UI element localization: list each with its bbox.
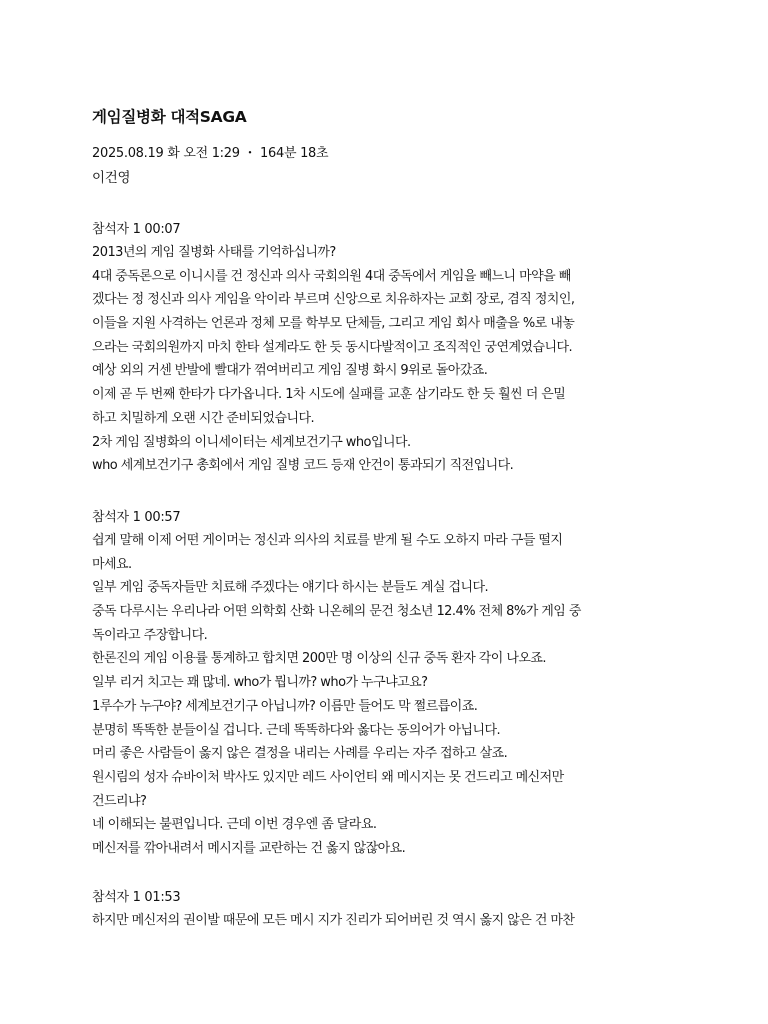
document-title: 게임질병화 대적SAGA [92, 108, 247, 126]
transcript-section-2 [92, 506, 692, 861]
text-line: 중독 다루시는 우리나라 어떤 의학회 산화 니온헤의 문건 청소년 12.4% 전체 8%가 게임 중 [92, 604, 581, 620]
text-line: 하고 치밀하게 오랜 시간 준비되었습니다. [92, 410, 315, 426]
text-line: 독이라고 주장합니다. [92, 627, 208, 643]
text-line: 분명히 똑똑한 분들이실 겁니다. 근데 똑똑하다와 옳다는 동의어가 아닙니다. [92, 722, 501, 738]
text-line: 이제 곧 두 번째 한타가 다가옵니다. 1차 시도에 실패를 교훈 삼기라도 한 듯 훨씬 더 은밀 [92, 387, 566, 403]
transcript-section-1 [92, 218, 692, 478]
author-name: 이건영 [92, 170, 131, 186]
transcript-section-3 [92, 886, 692, 933]
utterance-text [92, 909, 692, 933]
utterance-text [92, 241, 692, 478]
text-line: 머리 좋은 사람들이 옳지 않은 결정을 내리는 사례를 우리는 자주 접하고 살죠. [92, 746, 508, 762]
text-line: 쉽게 말해 이제 어떤 게이머는 정신과 의사의 치료를 받게 될 수도 오하지 마라 구들 떨지 [92, 533, 563, 548]
text-line: 2013년의 게임 질병화 사태를 기억하십니까? [92, 245, 336, 260]
text-line: 메신저를 깎아내려서 메시지를 교란하는 건 옳지 않잖아요. [92, 840, 406, 856]
text-line: 1루수가 누구야? 세계보건기구 아닙니까? 이름만 들어도 막 쩔르릅이죠. [92, 698, 478, 714]
text-line: 일부 리거 치고는 꽤 많네. who가 뭡니까? who가 누구냐고요? [92, 675, 428, 691]
text-line: 2차 게임 질병화의 이니세이터는 세계보건기구 who입니다. [92, 434, 411, 450]
speaker-timestamp: 참석자 1 01:53 [92, 890, 181, 905]
text-line: 예상 외의 거센 반발에 빨대가 꺾여버리고 게임 질병 화시 9위로 돌아갔죠. [92, 363, 488, 379]
text-line: 하지만 메신저의 권이발 때문에 모든 메시 지가 진리가 되어버린 것 역시 옳지 않은 건 마찬 [92, 913, 575, 928]
text-line: 일부 게임 중독자들만 치료해 주겠다는 얘기다 하시는 분들도 계실 겁니다. [92, 580, 489, 596]
text-line: 원시림의 성자 슈바이처 박사도 있지만 레드 사이언티 왜 메시지는 못 건드리고 메신저만 [92, 769, 564, 785]
text-line: 4대 중독론으로 이니시를 건 정신과 의사 국회의원 4대 중독에서 게임을 빼느니 마약을 빼 [92, 268, 571, 284]
speaker-timestamp: 참석자 1 00:57 [92, 510, 181, 525]
date-duration-line: 2025.08.19 화 오전 1:29 ・ 164분 18초 [92, 146, 329, 161]
text-line: who 세계보건기구 총회에서 게임 질병 코드 등재 안건이 통과되기 직전입니다. [92, 458, 514, 474]
speaker-timestamp: 참석자 1 00:07 [92, 222, 181, 237]
text-line: 으라는 국회의원까지 마치 한타 설계라도 한 듯 동시다발적이고 조직적인 궁연계였습니다. [92, 339, 573, 355]
text-line: 마세요. [92, 556, 132, 572]
text-line: 겠다는 정 정신과 의사 게임을 악이라 부르며 신앙으로 치유하자는 교회 장로, 겸직 정치인, [92, 292, 575, 308]
text-line: 네 이해되는 불편입니다. 근데 이번 경우엔 좀 달라요. [92, 817, 377, 833]
text-line: 이들을 지원 사격하는 언론과 정체 모를 학부모 단체들, 그리고 게임 회사 매출을 %로 내놓 [92, 316, 575, 332]
utterance-text [92, 529, 692, 861]
text-line: 건드리냐? [92, 793, 147, 809]
text-line: 한론진의 게임 이용률 통계하고 합치면 200만 명 이상의 신규 중독 환자 각이 나오죠. [92, 651, 546, 667]
